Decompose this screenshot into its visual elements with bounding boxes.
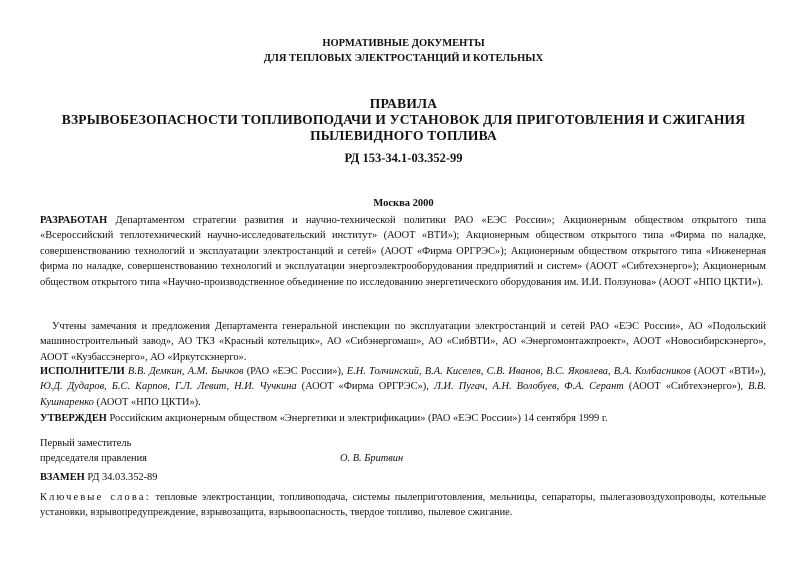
executors-names-4: Л.И. Пугач, А.Н. Волобуев, Ф.А. Серант — [433, 381, 624, 393]
keywords-paragraph — [40, 490, 766, 521]
replaces-paragraph — [40, 470, 766, 485]
approved-label: УТВЕРЖДЕН — [40, 413, 107, 424]
series-line-1: НОРМАТИВНЫЕ ДОКУМЕНТЫ — [322, 38, 485, 49]
signature-block — [40, 436, 766, 466]
city-year: Москва 2000 — [373, 198, 434, 209]
executors-org-3: (АООТ «Фирма ОРГРЭС»), — [296, 381, 434, 393]
title-line-3: ПЫЛЕВИДНОГО ТОПЛИВА — [310, 128, 497, 143]
developed-paragraph — [40, 213, 766, 290]
signature-position-line-2: председателя правления — [40, 453, 147, 464]
executors-names-3: Ю.Д. Дударов, Б.С. Карпов, Г.Л. Левит, Н.И. Чучкина — [40, 381, 297, 393]
executors-org-5: (АООТ «НПО ЦКТИ»). — [93, 396, 201, 408]
executors-org-1: (РАО «ЕЭС России»), — [243, 366, 347, 377]
executors-paragraph — [40, 364, 766, 410]
executors-label: ИСПОЛНИТЕЛИ — [40, 366, 125, 377]
considered-paragraph — [40, 319, 766, 365]
replaces-label: ВЗАМЕН — [40, 472, 85, 483]
replaces-text: РД 34.03.352-89 — [84, 472, 158, 483]
signature-position-line-1: Первый заместитель — [40, 438, 132, 449]
keywords-text: тепловые электростанции, топливоподача, системы пылеприготовления, мельницы, сепараторы, пылегазовоздухопроводы, котельные установки, взрывопредупреждение, взрывозащита, взрывоопасность, твердое топливо, пылевое сжигание. — [40, 492, 766, 519]
approved-text: Российским акционерным обществом «Энергетики и электрификации» (РАО «ЕЭС России») 14 сентября 1999 г. — [106, 413, 608, 424]
considered-text: Учтены замечания и предложения Департамента генеральной инспекции по эксплуатации электростанций и сетей РАО «ЕЭС России», АО «Подольский машиностроительный завод», АО ТКЗ «Красный котельщик», АО «Сибэнергомаш», АО «СибВТИ», АО «Энергомонтажпроект», АООТ «Новосибирскэнерго», АООТ «Кузбассэнерго», АО «Иркутскэнерго». — [40, 321, 766, 363]
document-title — [0, 96, 807, 144]
title-line-2: ВЗРЫВОБЕЗОПАСНОСТИ ТОПЛИВОПОДАЧИ И УСТАНОВОК ДЛЯ ПРИГОТОВЛЕНИЯ И СЖИГАНИЯ — [61, 112, 746, 127]
series-line-2: ДЛЯ ТЕПЛОВЫХ ЭЛЕКТРОСТАНЦИЙ И КОТЕЛЬНЫХ — [263, 53, 544, 64]
executors-names-2: Е.Н. Толчинский, В.А. Киселев, С.В. Иванов, В.С. Яковлева, В.А. Колбасников — [346, 366, 691, 377]
executors-org-2: (АООТ «ВТИ»), — [690, 366, 766, 377]
keywords-label: Ключевые слова: — [40, 492, 151, 503]
developed-text: Департаментом стратегии развития и научно-технической политики РАО «ЕЭС России»; Акционерным обществом открытого типа «Всероссийский теплотехнический научно-исследовательский институт» (АООТ «ВТИ»); Акционерным обществом открытого типа «Фирма по наладке, совершенствованию технологий и эксплуатации электростанций и сетей» (АООТ «Фирма ОРГРЭС»); Акционерным обществом открытого типа «Инженерная фирма по наладке, совершенствованию технологий и эксплуатации энергоэлектрооборудования предприятий и систем» (АООТ «Сибтехэнерго»); Акционерным обществом открытого типа «Научно-производственное объединение по исследованию энергетического оборудования им. И.И. Ползунова» (АООТ «НПО ЦКТИ»). — [40, 215, 766, 288]
title-line-1: ПРАВИЛА — [369, 96, 438, 111]
executors-names-1: В.В. Демкин, А.М. Бычков — [124, 366, 244, 377]
developed-label: РАЗРАБОТАН — [40, 215, 108, 226]
approved-paragraph — [40, 411, 766, 426]
signature-name: О. В. Бритвин — [340, 453, 404, 464]
executors-org-4: (АООТ «Сибтехэнерго»), — [623, 381, 749, 393]
document-series-header — [0, 36, 807, 66]
executors-names-5: В.В. Кушнаренко — [40, 381, 766, 408]
document-code: РД 153-34.1-03.352-99 — [344, 151, 463, 165]
